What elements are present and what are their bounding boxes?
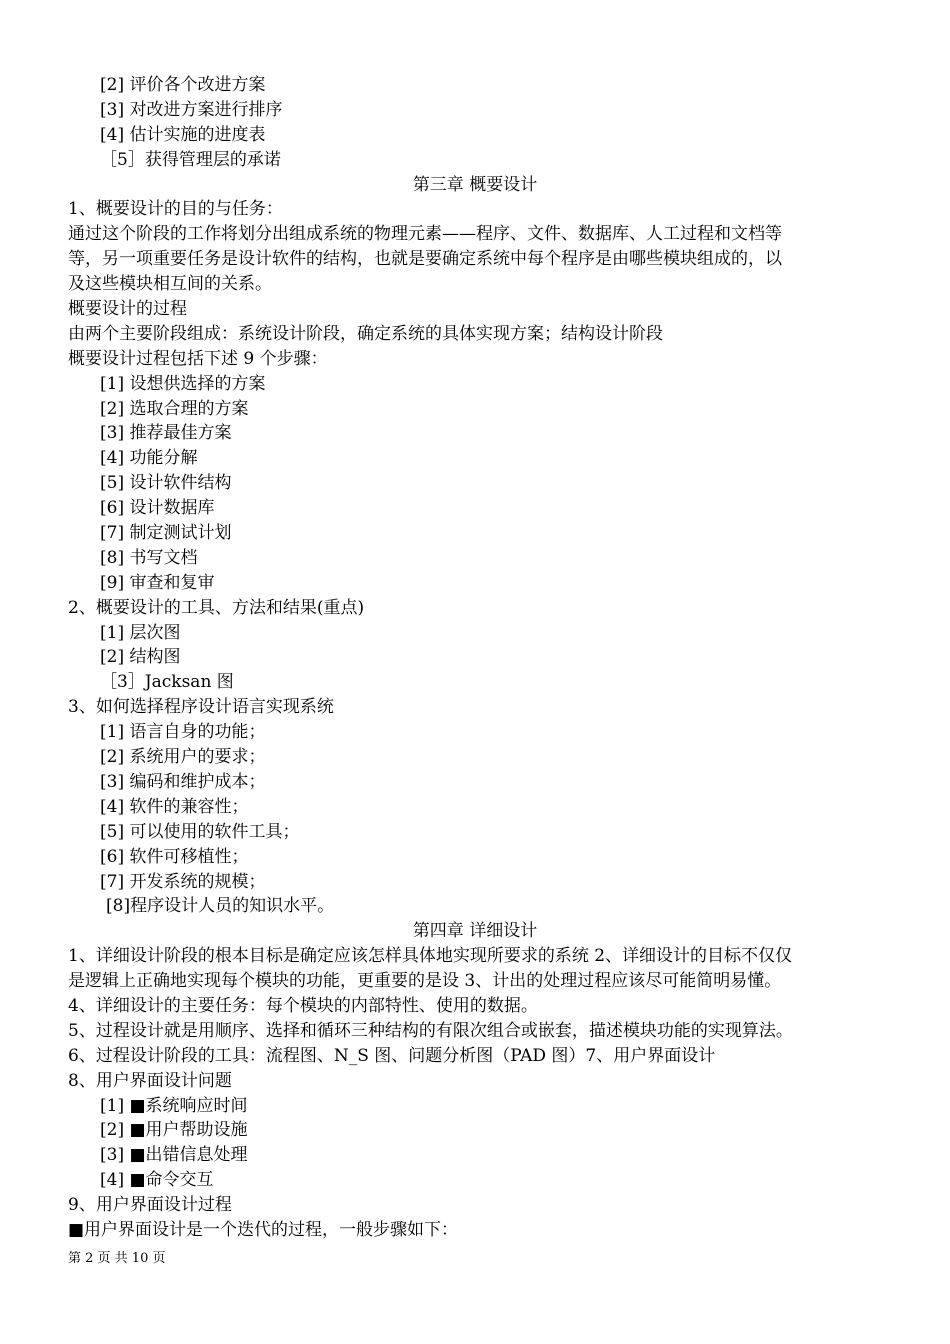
page-footer: 第 2 页 共 10 页 [68,1251,166,1266]
paragraph-line: 4、详细设计的主要任务：每个模块的内部特性、使用的数据。 [68,995,538,1016]
paragraph-line: 由两个主要阶段组成：系统设计阶段，确定系统的具体实现方案；结构设计阶段 [68,323,663,344]
paragraph-line: 3、如何选择程序设计语言实现系统 [68,697,334,718]
list-item: [1] 层次图 [100,622,181,643]
list-item: [2] 评价各个改进方案 [100,75,266,95]
list-item: [3] ■出错信息处理 [100,1145,248,1166]
paragraph-line: 概要设计过程包括下述 9 个步骤： [68,348,328,369]
paragraph-line: 1、详细设计阶段的根本目标是确定应该怎样具体地实现所要求的系统 2、详细设计的目标不仅仅 [68,946,793,967]
list-item: [6] 设计数据库 [100,498,215,519]
paragraph-line: 6、过程设计阶段的工具：流程图、N_S 图、问题分析图（PAD 图）7、用户界面设计 [68,1045,716,1066]
list-item: ［5］获得管理层的承诺 [100,149,281,170]
list-item: [4] 软件的兼容性； [100,796,249,817]
list-item: [4] 功能分解 [100,448,198,469]
list-item: [4] ■命令交互 [100,1170,214,1191]
list-item: [7] 制定测试计划 [100,523,232,544]
paragraph-line: 2、概要设计的工具、方法和结果(重点) [68,597,365,618]
document-body [0,73,950,1243]
paragraph-line: ■用户界面设计是一个迭代的过程，一般步骤如下： [68,1219,459,1240]
paragraph-line: 1、概要设计的目的与任务： [68,199,283,220]
paragraph-line: 5、过程设计就是用顺序、选择和循环三种结构的有限次组合或嵌套，描述模块功能的实现算法。 [68,1020,793,1041]
paragraph-line: 通过这个阶段的工作将划分出组成系统的物理元素——程序、文件、数据库、人工过程和文档等 [68,224,782,245]
paragraph-line: 概要设计的过程 [68,299,187,320]
paragraph-line: 9、用户界面设计过程 [68,1195,232,1216]
paragraph-line: 8、用户界面设计问题 [68,1070,232,1091]
list-item: [7] 开发系统的规模； [100,871,266,892]
list-item: [3] 对改进方案进行排序 [100,99,283,120]
list-item: [5] 可以使用的软件工具； [100,821,300,842]
list-item: [9] 审查和复审 [100,572,215,593]
chapter-heading: 第四章 详细设计 [412,921,538,942]
list-item: [4] 估计实施的进度表 [100,124,266,145]
list-item: [8] 书写文档 [100,547,198,568]
paragraph-line: 及这些模块相互间的关系。 [68,274,272,295]
list-item: [2] 结构图 [100,647,181,668]
list-item: [6] 软件可移植性； [100,846,249,867]
list-item: [1] ■系统响应时间 [100,1095,248,1116]
list-item: ［3］Jacksan 图 [100,672,234,693]
chapter-heading: 第三章 概要设计 [412,174,538,195]
list-item: [1] 语言自身的功能； [100,722,266,743]
list-item: [2] ■用户帮助设施 [100,1120,248,1141]
list-item: [5] 设计软件结构 [100,473,232,494]
list-item: [2] 系统用户的要求； [100,747,266,768]
list-item: [3] 编码和维护成本； [100,771,266,792]
list-item: [3] 推荐最佳方案 [100,423,232,444]
list-item: [1] 设想供选择的方案 [100,373,266,394]
paragraph-line: 是逻辑上正确地实现每个模块的功能，更重要的是设 3、计出的处理过程应该尽可能简明易懂。 [68,971,782,992]
paragraph-line: 等，另一项重要任务是设计软件的结构，也就是要确定系统中每个程序是由哪些模块组成的，以 [68,249,782,270]
list-item: [8]程序设计人员的知识水平。 [106,896,335,917]
list-item: [2] 选取合理的方案 [100,398,249,419]
